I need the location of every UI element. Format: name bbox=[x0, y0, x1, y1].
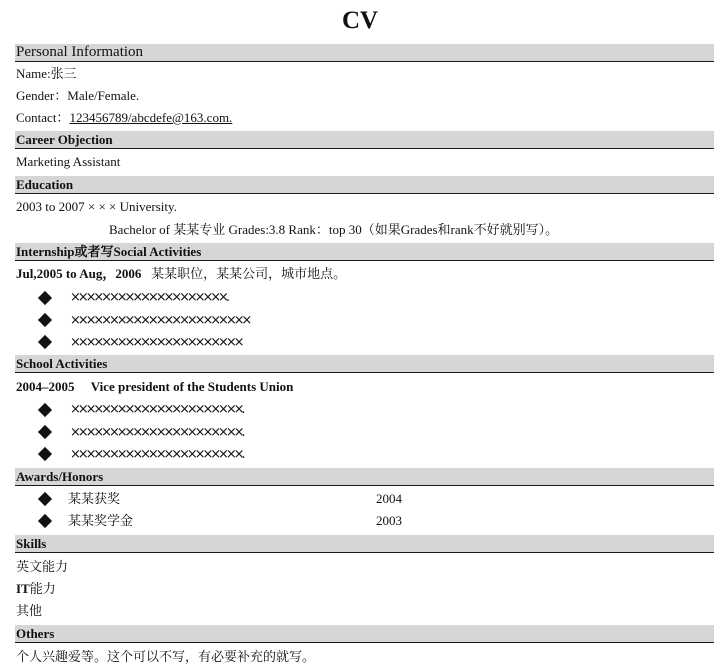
internship-bullet-1: ××××××××××××××××××××. bbox=[70, 290, 227, 305]
bullet-diamond-icon bbox=[38, 313, 52, 327]
skill-it bbox=[16, 581, 56, 597]
bullet-diamond-icon bbox=[38, 335, 52, 349]
contact-label: Contact： bbox=[16, 110, 70, 125]
others-text: 个人兴趣爱等。这个可以不写，有必要补充的就写。 bbox=[16, 649, 316, 664]
section-header-internship: Internship或者写Social Activities bbox=[15, 243, 714, 261]
internship-line bbox=[16, 266, 346, 282]
bullet-diamond-icon bbox=[38, 514, 52, 528]
award-name-2: 某某奖学金 bbox=[68, 513, 134, 528]
skill-english: 英文能力 bbox=[16, 559, 69, 574]
internship-bullet-3: ×××××××××××××××××××××× bbox=[70, 335, 242, 350]
bullet-diamond-icon bbox=[38, 447, 52, 461]
skill-it-label: 能力 bbox=[29, 581, 56, 596]
bullet-diamond-icon bbox=[38, 492, 52, 506]
contact-link[interactable]: 123456789/abcdefe@163.com. bbox=[69, 110, 233, 125]
page-title: CV bbox=[341, 7, 379, 34]
bullet-diamond-icon bbox=[38, 291, 52, 305]
section-header-others: Others bbox=[15, 625, 714, 643]
award-name-1: 某某获奖 bbox=[68, 491, 121, 506]
section-header-personal: Personal Information bbox=[15, 44, 714, 62]
section-header-awards: Awards/Honors bbox=[15, 468, 714, 486]
section-header-education: Education bbox=[15, 176, 714, 194]
skill-it-prefix: IT bbox=[16, 581, 30, 596]
internship-period: Jul,2005 to Aug，2006 bbox=[16, 266, 142, 281]
education-line-2: Bachelor of 某某专业 Grades:3.8 Rank：top 30（如果Grades和rank不好就别写）。 bbox=[109, 222, 559, 237]
school-bullet-2: ××××××××××××××××××××××. bbox=[70, 425, 243, 440]
career-objective: Marketing Assistant bbox=[16, 154, 121, 169]
internship-bullet-2: ××××××××××××××××××××××× bbox=[70, 313, 250, 328]
school-line bbox=[16, 379, 293, 395]
school-bullet-1: ××××××××××××××××××××××. bbox=[70, 402, 243, 417]
bullet-diamond-icon bbox=[38, 403, 52, 417]
school-role: Vice president of the Students Union bbox=[90, 379, 294, 394]
section-header-skills: Skills bbox=[15, 535, 714, 553]
education-line-1: 2003 to 2007 × × × University. bbox=[16, 199, 177, 214]
internship-description: 某某职位，某某公司，城市地点。 bbox=[151, 266, 347, 281]
award-year-2: 2003 bbox=[376, 513, 402, 528]
bullet-diamond-icon bbox=[38, 425, 52, 439]
skill-other: 其他 bbox=[16, 603, 43, 618]
award-year-1: 2004 bbox=[376, 491, 402, 506]
section-header-school: School Activities bbox=[15, 355, 714, 373]
name-line: Name:张三 bbox=[16, 66, 77, 81]
school-period: 2004–2005 bbox=[16, 379, 75, 394]
contact-line bbox=[16, 110, 232, 126]
school-bullet-3: ××××××××××××××××××××××. bbox=[70, 447, 243, 462]
gender-line: Gender：Male/Female. bbox=[16, 88, 140, 103]
section-header-career: Career Objection bbox=[15, 131, 714, 149]
